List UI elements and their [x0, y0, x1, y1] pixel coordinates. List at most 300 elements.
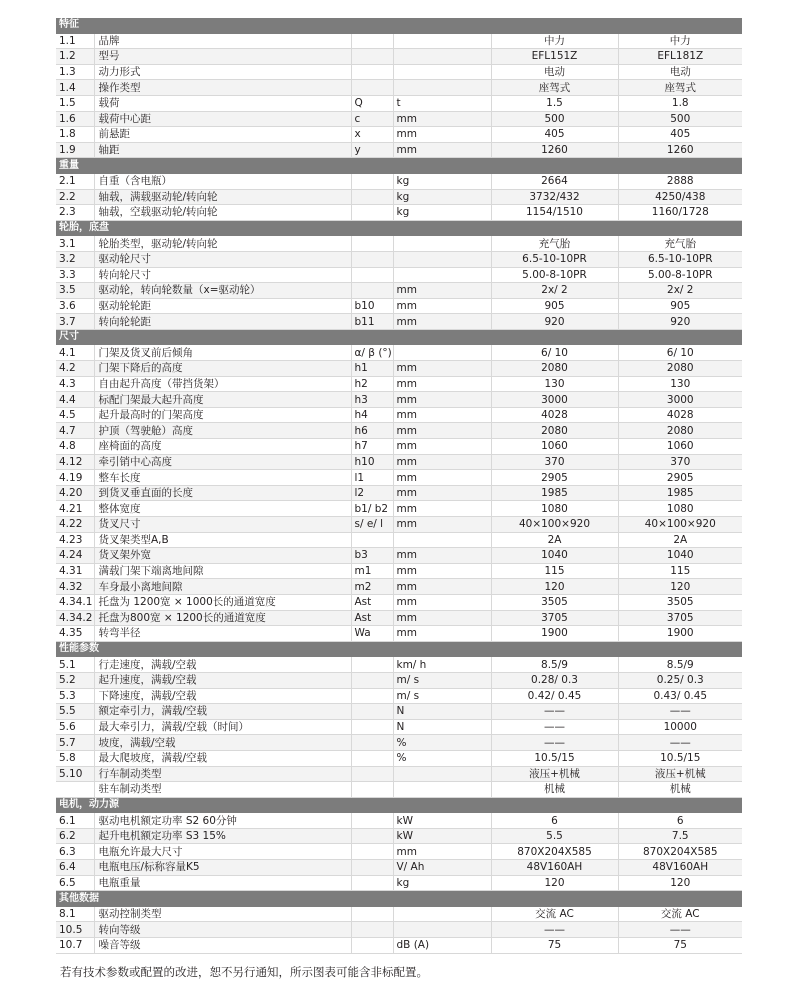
- table-row: [56, 267, 742, 283]
- spec-unit: m/ s: [393, 672, 491, 688]
- spec-value-model-2: 1260: [618, 142, 742, 158]
- spec-item-name: 整体宽度: [94, 501, 351, 517]
- table-row: [56, 49, 742, 65]
- spec-symbol: [351, 906, 393, 922]
- spec-unit: mm: [393, 407, 491, 423]
- section-title: 电机，动力源: [56, 797, 742, 813]
- spec-item-name: 轮胎类型，驱动轮/转向轮: [94, 236, 351, 252]
- spec-value-model-1: 3505: [491, 594, 618, 610]
- spec-unit: [393, 251, 491, 267]
- spec-item-number: 4.32: [56, 579, 94, 595]
- spec-item-number: 5.8: [56, 750, 94, 766]
- spec-unit: [393, 345, 491, 361]
- spec-value-model-2: 1080: [618, 501, 742, 517]
- table-row: [56, 64, 742, 80]
- spec-item-number: 5.3: [56, 688, 94, 704]
- spec-value-model-1: 870X204X585: [491, 844, 618, 860]
- spec-value-model-2: 液压+机械: [618, 766, 742, 782]
- spec-value-model-2: 75: [618, 938, 742, 954]
- spec-item-number: 3.1: [56, 236, 94, 252]
- spec-symbol: c: [351, 111, 393, 127]
- spec-value-model-1: 48V160AH: [491, 860, 618, 876]
- spec-value-model-1: 1.5: [491, 95, 618, 111]
- spec-symbol: [351, 938, 393, 954]
- section-header: [56, 18, 742, 33]
- spec-item-name: 动力形式: [94, 64, 351, 80]
- table-row: [56, 189, 742, 205]
- spec-item-name: 轴载，空载驱动轮/转向轮: [94, 205, 351, 221]
- spec-value-model-2: 7.5: [618, 828, 742, 844]
- spec-value-model-2: 2080: [618, 361, 742, 377]
- spec-item-name: 到货叉垂直面的长度: [94, 485, 351, 501]
- spec-unit: [393, 64, 491, 80]
- table-row: [56, 517, 742, 533]
- table-row: [56, 704, 742, 720]
- spec-symbol: [351, 49, 393, 65]
- spec-item-number: 4.22: [56, 517, 94, 533]
- table-row: [56, 594, 742, 610]
- spec-unit: mm: [393, 470, 491, 486]
- table-row: [56, 298, 742, 314]
- spec-value-model-1: 115: [491, 563, 618, 579]
- spec-unit: mm: [393, 376, 491, 392]
- spec-item-name: 车身最小离地间隙: [94, 579, 351, 595]
- spec-value-model-2: 5.00-8-10PR: [618, 267, 742, 283]
- spec-item-name: 货叉尺寸: [94, 517, 351, 533]
- spec-unit: %: [393, 735, 491, 751]
- spec-value-model-1: 3732/432: [491, 189, 618, 205]
- spec-symbol: b1/ b2: [351, 501, 393, 517]
- spec-value-model-1: 5.5: [491, 828, 618, 844]
- spec-item-number: 1.8: [56, 127, 94, 143]
- spec-value-model-1: 8.5/9: [491, 657, 618, 673]
- spec-unit: V/ Ah: [393, 860, 491, 876]
- spec-item-number: 6.3: [56, 844, 94, 860]
- spec-unit: [393, 49, 491, 65]
- spec-unit: mm: [393, 454, 491, 470]
- section-title: 性能参数: [56, 641, 742, 657]
- spec-item-name: 载荷中心距: [94, 111, 351, 127]
- spec-item-name: 起升电机额定功率 S3 15%: [94, 828, 351, 844]
- spec-table-body: [56, 18, 742, 953]
- table-row: [56, 813, 742, 829]
- table-row: [56, 875, 742, 891]
- spec-value-model-2: 8.5/9: [618, 657, 742, 673]
- spec-value-model-2: 机械: [618, 782, 742, 798]
- spec-value-model-1: 2080: [491, 361, 618, 377]
- spec-unit: mm: [393, 283, 491, 299]
- spec-symbol: b3: [351, 548, 393, 564]
- spec-item-number: 2.3: [56, 205, 94, 221]
- spec-unit: [393, 80, 491, 96]
- spec-value-model-2: 6.5-10-10PR: [618, 251, 742, 267]
- spec-item-number: 10.5: [56, 922, 94, 938]
- spec-item-name: 整车长度: [94, 470, 351, 486]
- table-row: [56, 392, 742, 408]
- spec-item-name: 驻车制动类型: [94, 782, 351, 798]
- spec-unit: mm: [393, 594, 491, 610]
- table-row: [56, 470, 742, 486]
- table-row: [56, 236, 742, 252]
- spec-unit: mm: [393, 501, 491, 517]
- spec-unit: dB (A): [393, 938, 491, 954]
- spec-item-number: 4.31: [56, 563, 94, 579]
- table-row: [56, 439, 742, 455]
- table-row: [56, 423, 742, 439]
- spec-unit: [393, 922, 491, 938]
- spec-item-name: 电瓶允许最大尺寸: [94, 844, 351, 860]
- table-row: [56, 844, 742, 860]
- spec-item-name: 轴载，满载驱动轮/转向轮: [94, 189, 351, 205]
- spec-item-number: 4.5: [56, 407, 94, 423]
- spec-value-model-2: 120: [618, 875, 742, 891]
- spec-item-name: 型号: [94, 49, 351, 65]
- spec-unit: mm: [393, 361, 491, 377]
- spec-value-model-1: 1060: [491, 439, 618, 455]
- table-row: [56, 688, 742, 704]
- spec-item-name: 护顶（驾驶舱）高度: [94, 423, 351, 439]
- spec-item-name: 转向轮尺寸: [94, 267, 351, 283]
- spec-value-model-2: 905: [618, 298, 742, 314]
- spec-value-model-2: 0.43/ 0.45: [618, 688, 742, 704]
- spec-value-model-2: 370: [618, 454, 742, 470]
- spec-item-number: 1.3: [56, 64, 94, 80]
- table-row: [56, 33, 742, 49]
- spec-value-model-1: 中力: [491, 33, 618, 49]
- spec-value-model-1: 6/ 10: [491, 345, 618, 361]
- table-row: [56, 283, 742, 299]
- spec-unit: mm: [393, 579, 491, 595]
- spec-item-number: 4.34.2: [56, 610, 94, 626]
- table-row: [56, 548, 742, 564]
- spec-symbol: α/ β (°): [351, 345, 393, 361]
- spec-symbol: [351, 657, 393, 673]
- spec-value-model-1: 405: [491, 127, 618, 143]
- spec-value-model-2: 座驾式: [618, 80, 742, 96]
- table-row: [56, 719, 742, 735]
- spec-unit: [393, 782, 491, 798]
- spec-value-model-1: 电动: [491, 64, 618, 80]
- spec-symbol: Ast: [351, 610, 393, 626]
- spec-value-model-1: 6.5-10-10PR: [491, 251, 618, 267]
- spec-unit: m/ s: [393, 688, 491, 704]
- table-row: [56, 407, 742, 423]
- spec-value-model-2: 3000: [618, 392, 742, 408]
- section-header: [56, 158, 742, 174]
- spec-value-model-2: 3705: [618, 610, 742, 626]
- spec-unit: kW: [393, 828, 491, 844]
- spec-value-model-1: 920: [491, 314, 618, 330]
- spec-value-model-2: 1900: [618, 626, 742, 642]
- spec-item-number: 2.1: [56, 173, 94, 189]
- spec-item-name: 驱动电机额定功率 S2 60分钟: [94, 813, 351, 829]
- spec-value-model-2: 交流 AC: [618, 906, 742, 922]
- spec-symbol: [351, 766, 393, 782]
- spec-symbol: [351, 860, 393, 876]
- table-row: [56, 95, 742, 111]
- spec-unit: [393, 532, 491, 548]
- spec-item-name: 满载门架下端离地间隙: [94, 563, 351, 579]
- spec-unit: N: [393, 719, 491, 735]
- spec-item-number: 5.5: [56, 704, 94, 720]
- spec-symbol: h4: [351, 407, 393, 423]
- section-title: 特征: [56, 18, 742, 33]
- spec-item-name: 载荷: [94, 95, 351, 111]
- section-title: 重量: [56, 158, 742, 174]
- spec-symbol: [351, 704, 393, 720]
- spec-unit: mm: [393, 314, 491, 330]
- spec-value-model-2: 1040: [618, 548, 742, 564]
- spec-item-name: 下降速度，满载/空载: [94, 688, 351, 704]
- spec-unit: [393, 267, 491, 283]
- spec-value-model-2: ——: [618, 735, 742, 751]
- table-row: [56, 376, 742, 392]
- table-row: [56, 454, 742, 470]
- table-row: [56, 750, 742, 766]
- spec-unit: N: [393, 704, 491, 720]
- spec-value-model-1: 1040: [491, 548, 618, 564]
- table-row: [56, 938, 742, 954]
- spec-item-name: 货叉架外宽: [94, 548, 351, 564]
- spec-unit: kg: [393, 205, 491, 221]
- spec-value-model-1: 10.5/15: [491, 750, 618, 766]
- spec-unit: [393, 766, 491, 782]
- spec-value-model-1: 1985: [491, 485, 618, 501]
- spec-value-model-1: ——: [491, 704, 618, 720]
- spec-value-model-2: 充气胎: [618, 236, 742, 252]
- spec-symbol: [351, 922, 393, 938]
- spec-unit: km/ h: [393, 657, 491, 673]
- spec-symbol: h2: [351, 376, 393, 392]
- spec-value-model-1: 2A: [491, 532, 618, 548]
- spec-value-model-1: ——: [491, 735, 618, 751]
- spec-symbol: s/ e/ l: [351, 517, 393, 533]
- table-row: [56, 532, 742, 548]
- spec-value-model-2: 电动: [618, 64, 742, 80]
- spec-value-model-2: 1.8: [618, 95, 742, 111]
- spec-symbol: h6: [351, 423, 393, 439]
- spec-symbol: l1: [351, 470, 393, 486]
- spec-value-model-2: 6: [618, 813, 742, 829]
- spec-value-model-2: 130: [618, 376, 742, 392]
- spec-item-number: 5.2: [56, 672, 94, 688]
- spec-symbol: h3: [351, 392, 393, 408]
- spec-symbol: Q: [351, 95, 393, 111]
- spec-unit: mm: [393, 392, 491, 408]
- spec-value-model-1: 交流 AC: [491, 906, 618, 922]
- spec-item-name: 驱动控制类型: [94, 906, 351, 922]
- spec-value-model-1: 500: [491, 111, 618, 127]
- spec-value-model-2: 48V160AH: [618, 860, 742, 876]
- spec-value-model-2: 中力: [618, 33, 742, 49]
- table-row: [56, 142, 742, 158]
- table-row: [56, 672, 742, 688]
- spec-item-name: 自重（含电瓶）: [94, 173, 351, 189]
- spec-symbol: [351, 80, 393, 96]
- spec-value-model-2: 2888: [618, 173, 742, 189]
- spec-item-number: 6.1: [56, 813, 94, 829]
- spec-item-name: 驱动轮轮距: [94, 298, 351, 314]
- spec-symbol: [351, 813, 393, 829]
- spec-item-name: 驱动轮尺寸: [94, 251, 351, 267]
- spec-value-model-1: 130: [491, 376, 618, 392]
- table-row: [56, 657, 742, 673]
- spec-symbol: [351, 251, 393, 267]
- spec-symbol: l2: [351, 485, 393, 501]
- spec-value-model-1: 座驾式: [491, 80, 618, 96]
- section-header: [56, 641, 742, 657]
- table-row: [56, 828, 742, 844]
- spec-item-name: 托盘为 1200宽 × 1000长的通道宽度: [94, 594, 351, 610]
- spec-item-number: 1.5: [56, 95, 94, 111]
- spec-value-model-2: 1060: [618, 439, 742, 455]
- spec-item-number: 5.7: [56, 735, 94, 751]
- spec-item-name: 坡度，满载/空载: [94, 735, 351, 751]
- spec-symbol: x: [351, 127, 393, 143]
- spec-value-model-2: 500: [618, 111, 742, 127]
- spec-item-name: 驱动轮，转向轮数量（x=驱动轮）: [94, 283, 351, 299]
- spec-unit: mm: [393, 548, 491, 564]
- spec-value-model-1: 机械: [491, 782, 618, 798]
- spec-item-name: 起升速度，满载/空载: [94, 672, 351, 688]
- spec-item-name: 货叉架类型A,B: [94, 532, 351, 548]
- spec-symbol: [351, 173, 393, 189]
- footnote: 若有技术参数或配置的改进，恕不另行通知，所示图表可能含非标配置。: [60, 965, 428, 979]
- spec-unit: t: [393, 95, 491, 111]
- spec-value-model-2: ——: [618, 922, 742, 938]
- spec-unit: mm: [393, 127, 491, 143]
- spec-unit: [393, 906, 491, 922]
- spec-value-model-1: 75: [491, 938, 618, 954]
- spec-value-model-1: 120: [491, 579, 618, 595]
- spec-item-name: 电瓶电压/标称容量K5: [94, 860, 351, 876]
- spec-item-name: 自由起升高度（带挡货架）: [94, 376, 351, 392]
- spec-value-model-1: 120: [491, 875, 618, 891]
- spec-item-number: 10.7: [56, 938, 94, 954]
- table-row: [56, 485, 742, 501]
- spec-symbol: [351, 267, 393, 283]
- spec-value-model-2: 2905: [618, 470, 742, 486]
- table-row: [56, 922, 742, 938]
- table-row: [56, 626, 742, 642]
- spec-item-name: 座椅面的高度: [94, 439, 351, 455]
- section-header: [56, 329, 742, 345]
- spec-unit: mm: [393, 298, 491, 314]
- spec-item-name: 前悬距: [94, 127, 351, 143]
- table-row: [56, 127, 742, 143]
- spec-item-name: 噪音等级: [94, 938, 351, 954]
- spec-item-number: 3.7: [56, 314, 94, 330]
- spec-symbol: h10: [351, 454, 393, 470]
- section-title: 其他数据: [56, 891, 742, 907]
- spec-value-model-1: 40×100×920: [491, 517, 618, 533]
- spec-symbol: m2: [351, 579, 393, 595]
- spec-item-name: 托盘为800宽 × 1200长的通道宽度: [94, 610, 351, 626]
- spec-symbol: [351, 64, 393, 80]
- section-header: [56, 797, 742, 813]
- spec-symbol: [351, 532, 393, 548]
- spec-item-number: 3.2: [56, 251, 94, 267]
- spec-symbol: [351, 672, 393, 688]
- spec-symbol: h1: [351, 361, 393, 377]
- spec-value-model-2: 405: [618, 127, 742, 143]
- spec-value-model-1: ——: [491, 922, 618, 938]
- spec-value-model-1: 4028: [491, 407, 618, 423]
- table-row: [56, 111, 742, 127]
- section-header: [56, 891, 742, 907]
- spec-value-model-1: 0.28/ 0.3: [491, 672, 618, 688]
- spec-unit: [393, 236, 491, 252]
- spec-unit: mm: [393, 439, 491, 455]
- spec-item-number: 4.8: [56, 439, 94, 455]
- table-row: [56, 579, 742, 595]
- spec-symbol: [351, 205, 393, 221]
- spec-value-model-2: 3505: [618, 594, 742, 610]
- spec-value-model-1: 1260: [491, 142, 618, 158]
- spec-item-number: 3.6: [56, 298, 94, 314]
- spec-symbol: [351, 688, 393, 704]
- spec-table: [56, 18, 742, 954]
- spec-item-number: 1.2: [56, 49, 94, 65]
- spec-symbol: b10: [351, 298, 393, 314]
- spec-item-number: 2.2: [56, 189, 94, 205]
- spec-unit: mm: [393, 626, 491, 642]
- spec-item-number: 1.1: [56, 33, 94, 49]
- spec-value-model-1: 3705: [491, 610, 618, 626]
- spec-value-model-2: 2x/ 2: [618, 283, 742, 299]
- spec-item-number: 5.10: [56, 766, 94, 782]
- spec-item-name: 轴距: [94, 142, 351, 158]
- spec-unit: mm: [393, 844, 491, 860]
- spec-item-name: 行走速度，满载/空载: [94, 657, 351, 673]
- spec-item-number: 4.12: [56, 454, 94, 470]
- spec-value-model-1: 0.42/ 0.45: [491, 688, 618, 704]
- spec-value-model-2: 115: [618, 563, 742, 579]
- spec-value-model-1: 2905: [491, 470, 618, 486]
- spec-item-name: 门架及货叉前后倾角: [94, 345, 351, 361]
- spec-unit: kg: [393, 875, 491, 891]
- spec-symbol: [351, 735, 393, 751]
- spec-item-name: 转向轮轮距: [94, 314, 351, 330]
- spec-unit: mm: [393, 610, 491, 626]
- table-row: [56, 501, 742, 517]
- table-row: [56, 173, 742, 189]
- spec-value-model-1: 5.00-8-10PR: [491, 267, 618, 283]
- spec-item-number: 4.2: [56, 361, 94, 377]
- spec-unit: %: [393, 750, 491, 766]
- spec-value-model-1: 1900: [491, 626, 618, 642]
- spec-value-model-2: 4250/438: [618, 189, 742, 205]
- spec-item-number: 4.24: [56, 548, 94, 564]
- spec-value-model-1: 2080: [491, 423, 618, 439]
- spec-item-name: 起升最高时的门架高度: [94, 407, 351, 423]
- spec-item-name: 行车制动类型: [94, 766, 351, 782]
- spec-symbol: [351, 33, 393, 49]
- table-row: [56, 80, 742, 96]
- table-row: [56, 361, 742, 377]
- table-row: [56, 205, 742, 221]
- spec-value-model-1: ——: [491, 719, 618, 735]
- spec-symbol: [351, 236, 393, 252]
- spec-item-name: 操作类型: [94, 80, 351, 96]
- table-row: [56, 766, 742, 782]
- spec-item-name: 最大牵引力，满载/空载（时间）: [94, 719, 351, 735]
- spec-item-name: 品牌: [94, 33, 351, 49]
- table-row: [56, 906, 742, 922]
- spec-unit: kg: [393, 189, 491, 205]
- spec-value-model-2: 1985: [618, 485, 742, 501]
- spec-symbol: [351, 782, 393, 798]
